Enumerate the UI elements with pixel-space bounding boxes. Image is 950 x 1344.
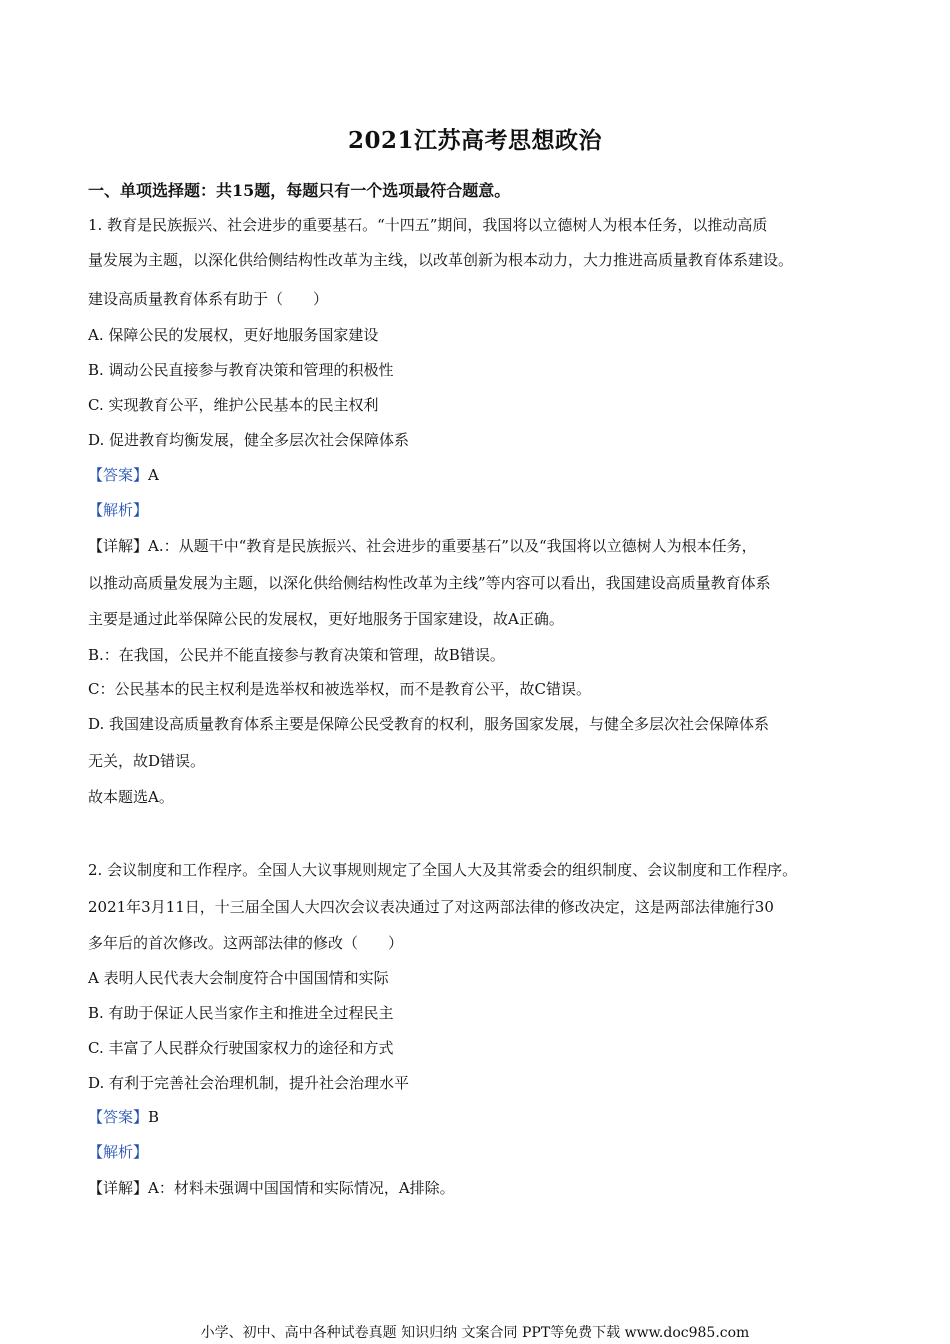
q2-stem-line: 2. 会议制度和工作程序。全国人大议事规则规定了全国人大及其常委会的组织制度、会议制度和工作程序。 (88, 861, 798, 879)
detail-text: A：材料未强调中国国情和实际情况，A排除。 (148, 1179, 455, 1197)
answer-tag: 【答案】 (88, 1108, 149, 1126)
q1-detail-line: B.：在我国，公民并不能直接参与教育决策和管理，故B错误。 (88, 646, 505, 664)
q1-stem-line: 1. 教育是民族振兴、社会进步的重要基石。“十四五”期间，我国将以立德树人为根本任务，以推动高质 (88, 216, 768, 234)
q1-option-d: D. 促进教育均衡发展，健全多层次社会保障体系 (88, 431, 410, 449)
detail-text: A.：从题干中“教育是民族振兴、社会进步的重要基石”以及“我国将以立德树人为根本任务， (148, 537, 757, 555)
q1-option-c: C. 实现教育公平，维护公民基本的民主权利 (88, 396, 379, 414)
answer-tag: 【答案】 (88, 466, 149, 484)
q2-stem-line: 2021年3月11日，十三届全国人大四次会议表决通过了对这两部法律的修改决定，这是两部法律施行30 (88, 898, 774, 916)
detail-tag: 【详解】 (88, 537, 149, 555)
q1-answer (88, 464, 159, 486)
q2-option-a: A 表明人民代表大会制度符合中国国情和实际 (88, 969, 389, 987)
q1-detail-line: 以推动高质量发展为主题，以深化供给侧结构性改革为主线”等内容可以看出，我国建设高质量教育体系 (88, 574, 771, 592)
q1-option-b: B. 调动公民直接参与教育决策和管理的积极性 (88, 361, 394, 379)
answer-value: A (148, 466, 159, 484)
q1-stem-line: 量发展为主题，以深化供给侧结构性改革为主线，以改革创新为根本动力，大力推进高质量教育体系建设。 (88, 251, 794, 269)
footer-note: 小学、初中、高中各种试卷真题 知识归纳 文案合同 PPT等免费下载 www.doc985.com (200, 1325, 750, 1341)
q1-analysis (88, 499, 148, 521)
section-heading: 一、单项选择题：共15题，每题只有一个选项最符合题意。 (88, 181, 511, 200)
q1-option-a: A. 保障公民的发展权，更好地服务国家建设 (88, 326, 379, 344)
detail-tag: 【详解】 (88, 1179, 149, 1197)
q1-detail-line: 故本题选A。 (88, 788, 174, 806)
analysis-tag: 【解析】 (88, 1143, 149, 1161)
q2-stem-line: 多年后的首次修改。这两部法律的修改（ ） (88, 934, 404, 952)
page-title: 2021江苏高考思想政治 (347, 127, 602, 154)
q2-detail-line (88, 1177, 455, 1199)
q2-option-d: D. 有利于完善社会治理机制，提升社会治理水平 (88, 1074, 410, 1092)
q2-option-b: B. 有助于保证人民当家作主和推进全过程民主 (88, 1004, 394, 1022)
q1-detail-line: D. 我国建设高质量教育体系主要是保障公民受教育的权利，服务国家发展，与健全多层次社会保障体系 (88, 715, 770, 733)
answer-value: B (148, 1108, 160, 1126)
q1-detail-line (88, 535, 757, 557)
q2-option-c: C. 丰富了人民群众行驶国家权力的途径和方式 (88, 1039, 394, 1057)
q1-detail-line: C：公民基本的民主权利是选举权和被选举权，而不是教育公平，故C错误。 (88, 680, 591, 698)
q2-analysis (88, 1141, 148, 1163)
q2-answer (88, 1106, 159, 1128)
q1-detail-line: 无关，故D错误。 (88, 752, 206, 770)
analysis-tag: 【解析】 (88, 501, 149, 519)
q1-stem-line: 建设高质量教育体系有助于（ ） (88, 290, 329, 308)
q1-detail-line: 主要是通过此举保障公民的发展权，更好地服务于国家建设，故A正确。 (88, 610, 564, 628)
